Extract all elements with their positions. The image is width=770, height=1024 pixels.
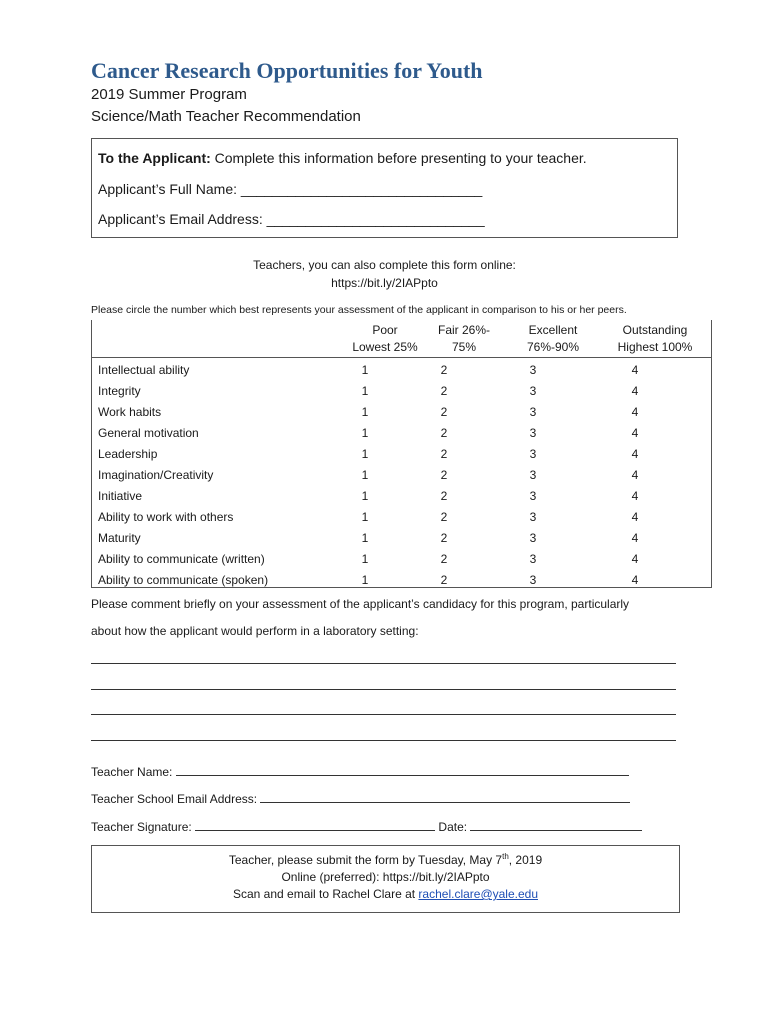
rating-option[interactable]: 4 — [631, 426, 639, 440]
criterion-label: Integrity — [98, 384, 141, 398]
comment-line[interactable] — [91, 739, 676, 741]
rating-option[interactable]: 3 — [529, 405, 537, 419]
form-subtitle: Science/Math Teacher Recommendation — [91, 108, 361, 125]
criterion-label: Maturity — [98, 531, 141, 545]
rating-option[interactable]: 2 — [440, 468, 448, 482]
criterion-label: Initiative — [98, 489, 143, 503]
table-row — [91, 423, 712, 444]
rating-option[interactable]: 1 — [361, 489, 369, 503]
rating-option[interactable]: 4 — [631, 447, 639, 461]
rating-option[interactable]: 1 — [361, 468, 369, 482]
online-url[interactable]: https://bit.ly/2IAPpto — [331, 276, 438, 290]
rating-option[interactable]: 1 — [361, 384, 369, 398]
email-link[interactable]: rachel.clare@yale.edu — [418, 887, 538, 901]
rating-option[interactable]: 4 — [631, 363, 639, 377]
rating-option[interactable]: 1 — [361, 405, 369, 419]
criterion-label: Intellectual ability — [98, 363, 190, 377]
submit-online: Online (preferred): https://bit.ly/2IAPpto — [281, 870, 490, 884]
applicant-instruction-lead: To the Applicant: — [98, 150, 211, 166]
rating-option[interactable]: 3 — [529, 531, 537, 545]
program-subtitle: 2019 Summer Program — [91, 86, 247, 103]
rating-option[interactable]: 1 — [361, 531, 369, 545]
rating-option[interactable]: 4 — [631, 468, 639, 482]
applicant-instruction — [98, 150, 587, 166]
teacher-email-field[interactable] — [260, 791, 630, 803]
rating-option[interactable]: 2 — [440, 510, 448, 524]
table-row — [91, 507, 712, 528]
table-row — [91, 402, 712, 423]
rating-option[interactable]: 2 — [440, 405, 448, 419]
header-excellent: Excellent 76%-90% — [526, 323, 580, 354]
criterion-label: General motivation — [98, 426, 199, 440]
table-row — [91, 381, 712, 402]
teacher-signature-row — [91, 819, 642, 834]
rating-option[interactable]: 1 — [361, 363, 369, 377]
rating-option[interactable]: 2 — [440, 531, 448, 545]
teacher-email-row — [91, 791, 630, 806]
date-label: Date: — [438, 820, 468, 834]
comment-prompt-1: Please comment briefly on your assessment of the applicant’s candidacy for this program, particularly — [91, 597, 630, 611]
rating-option[interactable]: 3 — [529, 468, 537, 482]
table-row — [91, 549, 712, 570]
header-fair: Fair 26%- 75% — [437, 323, 490, 354]
rating-option[interactable]: 4 — [631, 510, 639, 524]
rating-option[interactable]: 1 — [361, 510, 369, 524]
rating-option[interactable]: 4 — [631, 405, 639, 419]
teacher-name-label: Teacher Name: — [91, 765, 173, 779]
submit-deadline: Teacher, please submit the form by Tuesday, May 7th, 2019 — [228, 852, 543, 867]
table-row — [91, 360, 712, 381]
submit-email: Scan and email to Rachel Clare at rachel.clare@yale.edu — [232, 887, 538, 901]
submit-instructions-box — [91, 845, 680, 913]
rating-option[interactable]: 3 — [529, 510, 537, 524]
criterion-label: Leadership — [98, 447, 158, 461]
rating-option[interactable]: 3 — [529, 384, 537, 398]
table-row — [91, 570, 712, 591]
applicant-instruction-text: Complete this information before presenting to your teacher. — [210, 150, 587, 166]
criterion-label: Work habits — [98, 405, 162, 419]
teacher-signature-field[interactable] — [195, 819, 435, 831]
page-title: Cancer Research Opportunities for Youth — [91, 58, 483, 83]
rating-option[interactable]: 4 — [631, 531, 639, 545]
header-poor: Poor Lowest 25% — [352, 323, 418, 354]
date-field[interactable] — [470, 819, 642, 831]
rating-option[interactable]: 2 — [440, 489, 448, 503]
rating-option[interactable]: 2 — [440, 384, 448, 398]
table-header-divider — [91, 357, 712, 358]
rating-option[interactable]: 3 — [529, 573, 537, 587]
rating-option[interactable]: 4 — [631, 489, 639, 503]
rating-option[interactable]: 3 — [529, 489, 537, 503]
rating-option[interactable]: 1 — [361, 426, 369, 440]
rating-instruction: Please circle the number which best represents your assessment of the applicant in comparison to his or her peers. — [91, 304, 627, 316]
comment-line[interactable] — [91, 688, 676, 690]
applicant-email-field[interactable]: Applicant’s Email Address: ____________________________ — [98, 211, 485, 227]
teacher-name-row — [91, 764, 629, 779]
rating-option[interactable]: 3 — [529, 552, 537, 566]
online-note: Teachers, you can also complete this form online: — [253, 258, 516, 272]
rating-option[interactable]: 1 — [361, 573, 369, 587]
rating-option[interactable]: 4 — [631, 573, 639, 587]
rating-option[interactable]: 3 — [529, 447, 537, 461]
teacher-name-field[interactable] — [176, 764, 629, 776]
table-row — [91, 444, 712, 465]
rating-option[interactable]: 2 — [440, 552, 448, 566]
comment-line[interactable] — [91, 662, 676, 664]
rating-option[interactable]: 3 — [529, 426, 537, 440]
criterion-label: Ability to communicate (written) — [98, 552, 265, 566]
rating-option[interactable]: 1 — [361, 447, 369, 461]
criterion-label: Ability to work with others — [98, 510, 234, 524]
teacher-signature-label: Teacher Signature: — [91, 820, 192, 834]
teacher-email-label: Teacher School Email Address: — [91, 792, 258, 806]
rating-option[interactable]: 4 — [631, 552, 639, 566]
table-row — [91, 486, 712, 507]
comment-prompt-2: about how the applicant would perform in a laboratory setting: — [91, 624, 419, 638]
criterion-label: Ability to communicate (spoken) — [98, 573, 269, 587]
applicant-name-field[interactable]: Applicant’s Full Name: _______________________________ — [98, 181, 483, 197]
header-outstanding: Outstanding Highest 100% — [617, 323, 693, 354]
table-row — [91, 465, 712, 486]
rating-option[interactable]: 2 — [440, 426, 448, 440]
applicant-info-box — [91, 138, 678, 238]
rating-option[interactable]: 1 — [361, 552, 369, 566]
rating-option[interactable]: 3 — [529, 363, 537, 377]
rating-option[interactable]: 2 — [440, 363, 448, 377]
table-row — [91, 528, 712, 549]
rating-option[interactable]: 2 — [440, 573, 448, 587]
rating-option[interactable]: 4 — [631, 384, 639, 398]
rating-option[interactable]: 2 — [440, 447, 448, 461]
comment-line[interactable] — [91, 713, 676, 715]
criterion-label: Imagination/Creativity — [98, 468, 214, 482]
